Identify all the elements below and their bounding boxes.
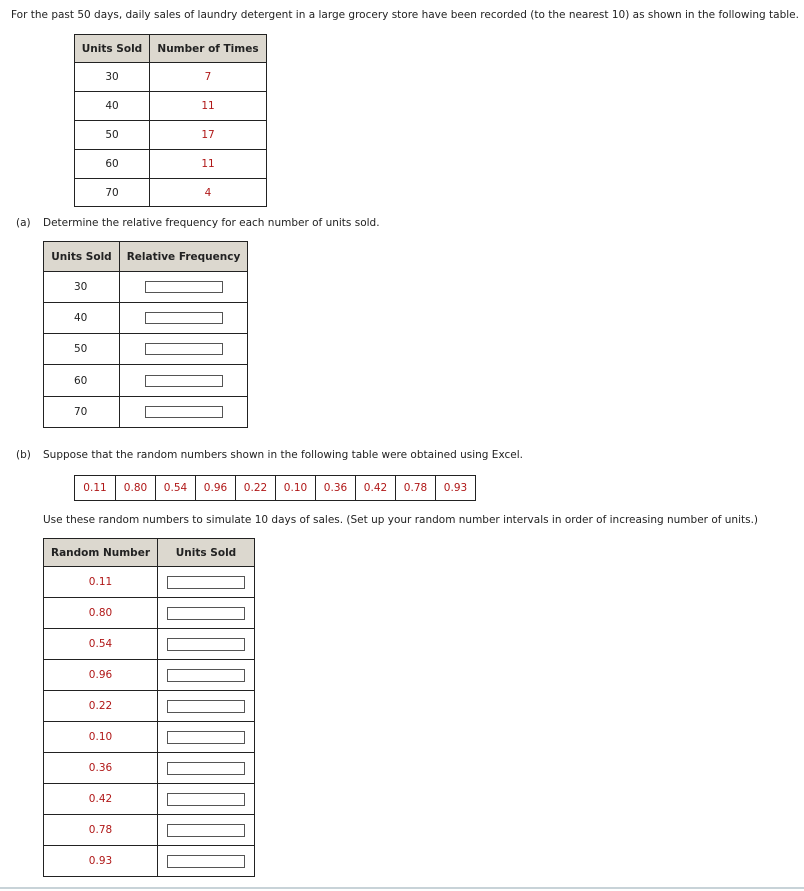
answer-cell	[158, 815, 255, 846]
intro-text: For the past 50 days, daily sales of laundry detergent in a large grocery store have been recorded (to the nearest 10) as shown in the following table.	[11, 9, 799, 21]
footer-divider	[0, 887, 804, 889]
units-cell: 40	[44, 303, 120, 334]
answer-cell	[158, 629, 255, 660]
header-random-number: Random Number	[44, 539, 158, 567]
units-sold-input[interactable]	[167, 669, 245, 682]
header-units-sold: Units Sold	[75, 35, 150, 63]
answer-cell	[158, 598, 255, 629]
units-sold-input[interactable]	[167, 855, 245, 868]
header-units-sold: Units Sold	[158, 539, 255, 567]
units-sold-input[interactable]	[167, 576, 245, 589]
random-number-cell: 0.10	[276, 476, 316, 501]
sales-table	[74, 34, 267, 207]
units-sold-input[interactable]	[167, 824, 245, 837]
answer-cell	[120, 334, 248, 365]
times-cell: 17	[150, 121, 267, 150]
relative-frequency-input[interactable]	[145, 281, 223, 293]
random-numbers-strip	[74, 475, 476, 501]
answer-cell	[158, 567, 255, 598]
units-cell: 60	[44, 365, 120, 397]
units-cell: 70	[75, 179, 150, 207]
answer-cell	[120, 397, 248, 428]
relative-frequency-input[interactable]	[145, 375, 223, 387]
simulation-table	[43, 538, 255, 877]
random-number-cell: 0.80	[44, 598, 158, 629]
units-cell: 40	[75, 92, 150, 121]
units-cell: 70	[44, 397, 120, 428]
random-number-cell: 0.93	[436, 476, 476, 501]
relative-frequency-input[interactable]	[145, 343, 223, 355]
header-number-of-times: Number of Times	[150, 35, 267, 63]
random-number-cell: 0.93	[44, 846, 158, 877]
random-number-cell: 0.54	[44, 629, 158, 660]
units-cell: 30	[44, 272, 120, 303]
relative-frequency-input[interactable]	[145, 312, 223, 324]
units-cell: 60	[75, 150, 150, 179]
answer-cell	[158, 691, 255, 722]
units-sold-input[interactable]	[167, 762, 245, 775]
units-sold-input[interactable]	[167, 638, 245, 651]
answer-cell	[158, 846, 255, 877]
random-number-cell: 0.11	[44, 567, 158, 598]
random-number-cell: 0.78	[396, 476, 436, 501]
units-sold-input[interactable]	[167, 793, 245, 806]
units-cell: 50	[75, 121, 150, 150]
random-number-cell: 0.42	[44, 784, 158, 815]
random-number-cell: 0.22	[44, 691, 158, 722]
random-number-cell: 0.36	[44, 753, 158, 784]
times-cell: 11	[150, 92, 267, 121]
answer-cell	[120, 365, 248, 397]
random-number-cell: 0.96	[44, 660, 158, 691]
times-cell: 11	[150, 150, 267, 179]
answer-cell	[120, 272, 248, 303]
answer-cell	[158, 753, 255, 784]
answer-cell	[158, 722, 255, 753]
relative-frequency-input[interactable]	[145, 406, 223, 418]
part-b-instruction: Use these random numbers to simulate 10 days of sales. (Set up your random number intervals in order of increasing number of units.)	[43, 514, 759, 526]
random-number-cell: 0.96	[196, 476, 236, 501]
random-number-cell: 0.22	[236, 476, 276, 501]
part-b-label: (b)	[16, 449, 31, 461]
times-cell: 4	[150, 179, 267, 207]
units-sold-input[interactable]	[167, 731, 245, 744]
random-number-cell: 0.78	[44, 815, 158, 846]
units-cell: 30	[75, 63, 150, 92]
answer-cell	[158, 660, 255, 691]
units-cell: 50	[44, 334, 120, 365]
random-number-cell: 0.42	[356, 476, 396, 501]
random-number-cell: 0.11	[75, 476, 116, 501]
part-a-label: (a)	[16, 217, 31, 229]
answer-cell	[120, 303, 248, 334]
units-sold-input[interactable]	[167, 700, 245, 713]
times-cell: 7	[150, 63, 267, 92]
header-units-sold: Units Sold	[44, 242, 120, 272]
header-relative-frequency: Relative Frequency	[120, 242, 248, 272]
random-number-cell: 0.54	[156, 476, 196, 501]
answer-cell	[158, 784, 255, 815]
part-b-text: Suppose that the random numbers shown in the following table were obtained using Excel.	[43, 449, 523, 461]
random-number-cell: 0.80	[116, 476, 156, 501]
relative-frequency-table	[43, 241, 248, 428]
part-a-text: Determine the relative frequency for each number of units sold.	[43, 217, 380, 229]
random-number-cell: 0.10	[44, 722, 158, 753]
random-number-cell: 0.36	[316, 476, 356, 501]
units-sold-input[interactable]	[167, 607, 245, 620]
